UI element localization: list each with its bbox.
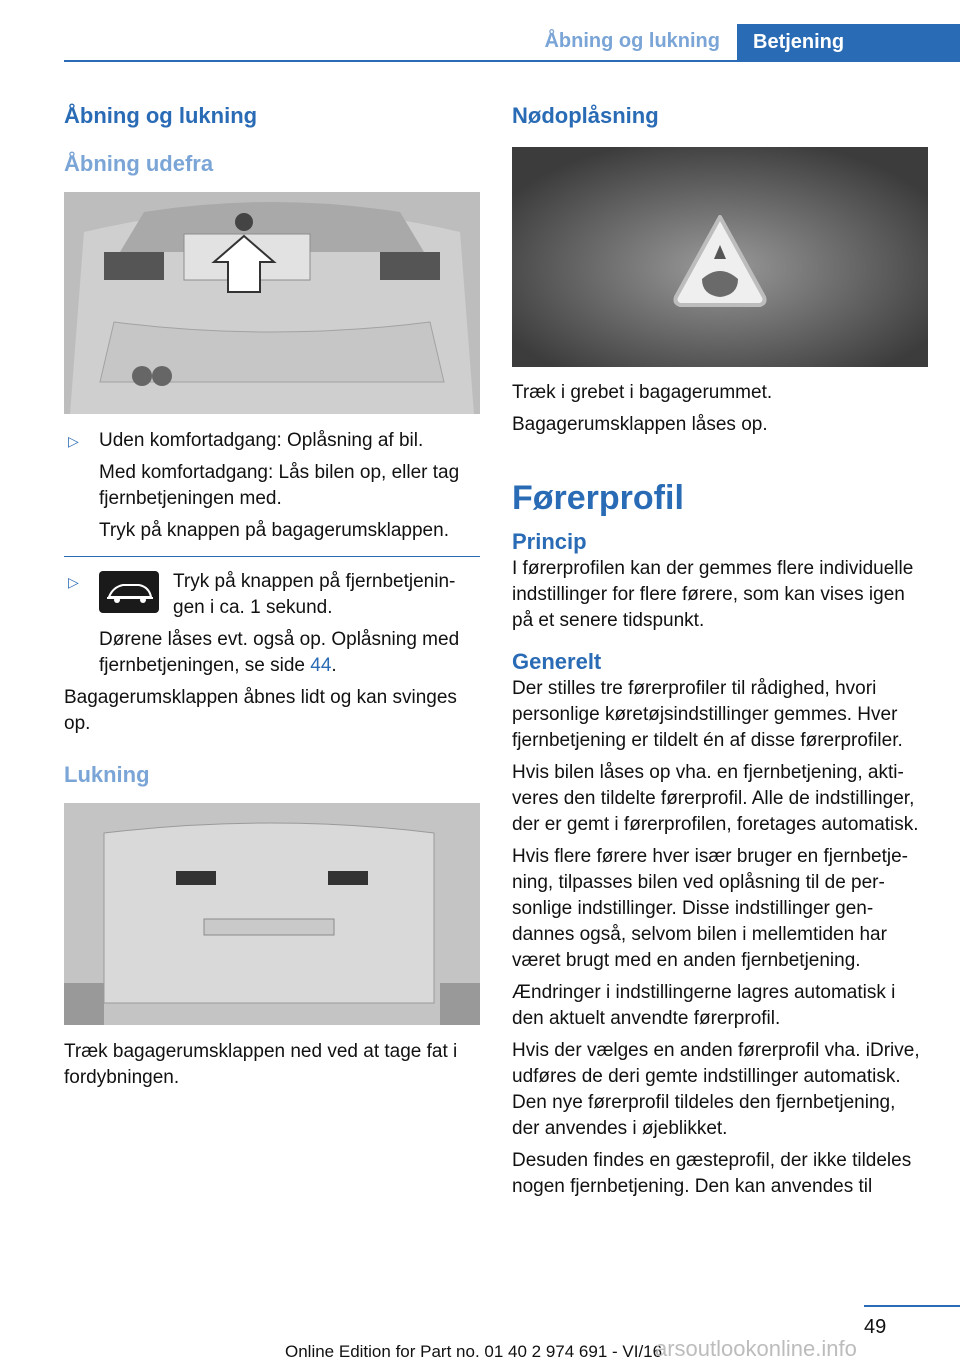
principle-text: I førerprofilen kan der gemmes flere individuelle indstillinger for flere førere, som kan vises igen på et senere tidspunkt. <box>512 558 914 631</box>
heading-general: Generelt <box>512 649 602 674</box>
bullet1-line2: Med komfortadgang: Lås bilen op, eller tag fjernbetjeningen med. <box>99 462 460 509</box>
header-chapter-tab: Betjening <box>737 24 960 61</box>
bullet-triangle-icon: ▷ <box>68 574 79 590</box>
bullet2-line2: Dørene låses evt. også op. Oplåsning med fjernbetjeningen, se side 44. <box>99 629 460 676</box>
bullet-remote-button <box>64 569 480 679</box>
general-p3: Hvis flere førere hver især bruger en fjernbetjening, tilpasses bilen ved oplåsning til de personlige indstillinger. Disse indstillinger gendannes også, selvom bilen i mellemtiden har været brugt med en anden fjernbetjening. <box>512 846 908 971</box>
emergency-step1: Træk i grebet i bagagerummet. <box>512 382 773 403</box>
heading-principle: Princip <box>512 529 587 554</box>
bullet2-line1: Tryk på knappen på fjernbetjeningen i ca. 1 sekund. <box>173 571 456 618</box>
figure-emergency-handle <box>512 146 928 366</box>
general-p6: Desuden findes en gæsteprofil, der ikke tildeles nogen fjernbetjening. Den kan anvendes til <box>512 1150 912 1197</box>
header-rule <box>64 60 960 62</box>
remote-key-row <box>99 569 480 627</box>
bullet-divider <box>64 556 480 557</box>
figure-car-rear <box>64 192 480 414</box>
page-number: 49 <box>864 1316 887 1338</box>
bullet1-line1: Uden komfortadgang: Oplåsning af bil. <box>99 430 424 451</box>
general-p2: Hvis bilen låses op vha. en fjernbetjening, aktiveres den tildelte førerprofil. Alle de indstillinger, der er gemt i førerprofilen, foretages automatisk. <box>512 762 919 835</box>
emergency-step2: Bagagerumsklappen låses op. <box>512 414 768 435</box>
paragraph-pull-down: Træk bagagerumsklappen ned ved at tage fat i fordybningen. <box>64 1041 458 1088</box>
heading-opening-closing: Åbning og lukning <box>64 103 258 128</box>
general-p4: Ændringer i indstillingerne lagres automatisk i den aktuelt anvendte førerprofil. <box>512 982 896 1029</box>
bullet-unlock-car <box>64 428 480 544</box>
general-p1: Der stilles tre førerprofiler til rådighed, hvori personlige køretøjsindstillinger gemmes. Hver fjernbetjening er tildelt én af disse førerprofiler. <box>512 678 903 751</box>
watermark: arsoutlookonline.info <box>655 1336 857 1361</box>
general-p5: Hvis der vælges en anden førerprofil vha. iDrive, udføres de deri gemte indstillinger automatisk. Den nye førerprofil tildeles den fjernbetjening, der anvendes i øjeblikket. <box>512 1040 920 1139</box>
footer-rule <box>864 1305 960 1307</box>
heading-opening-outside: Åbning udefra <box>64 151 214 176</box>
left-column <box>64 100 480 1097</box>
heading-driver-profile: Førerprofil <box>512 479 684 517</box>
bullet1-line3: Tryk på knappen på bagagerumsklappen. <box>99 520 449 541</box>
header-section: Åbning og lukning <box>544 30 720 52</box>
bullet-triangle-icon: ▷ <box>68 433 79 449</box>
right-column <box>512 100 928 1206</box>
page-link-44[interactable]: 44 <box>310 655 332 676</box>
remote-trunk-button-icon <box>99 571 159 613</box>
heading-emergency-release: Nødoplåsning <box>512 103 659 128</box>
heading-closing: Lukning <box>64 762 150 787</box>
page-header <box>0 0 960 62</box>
figure-open-trunk <box>64 803 480 1025</box>
paragraph-trunk-opens: Bagagerumsklappen åbnes lidt og kan svinges op. <box>64 687 457 734</box>
edition-text: Online Edition for Part no. 01 40 2 974 691 - VI/16 <box>285 1342 663 1361</box>
